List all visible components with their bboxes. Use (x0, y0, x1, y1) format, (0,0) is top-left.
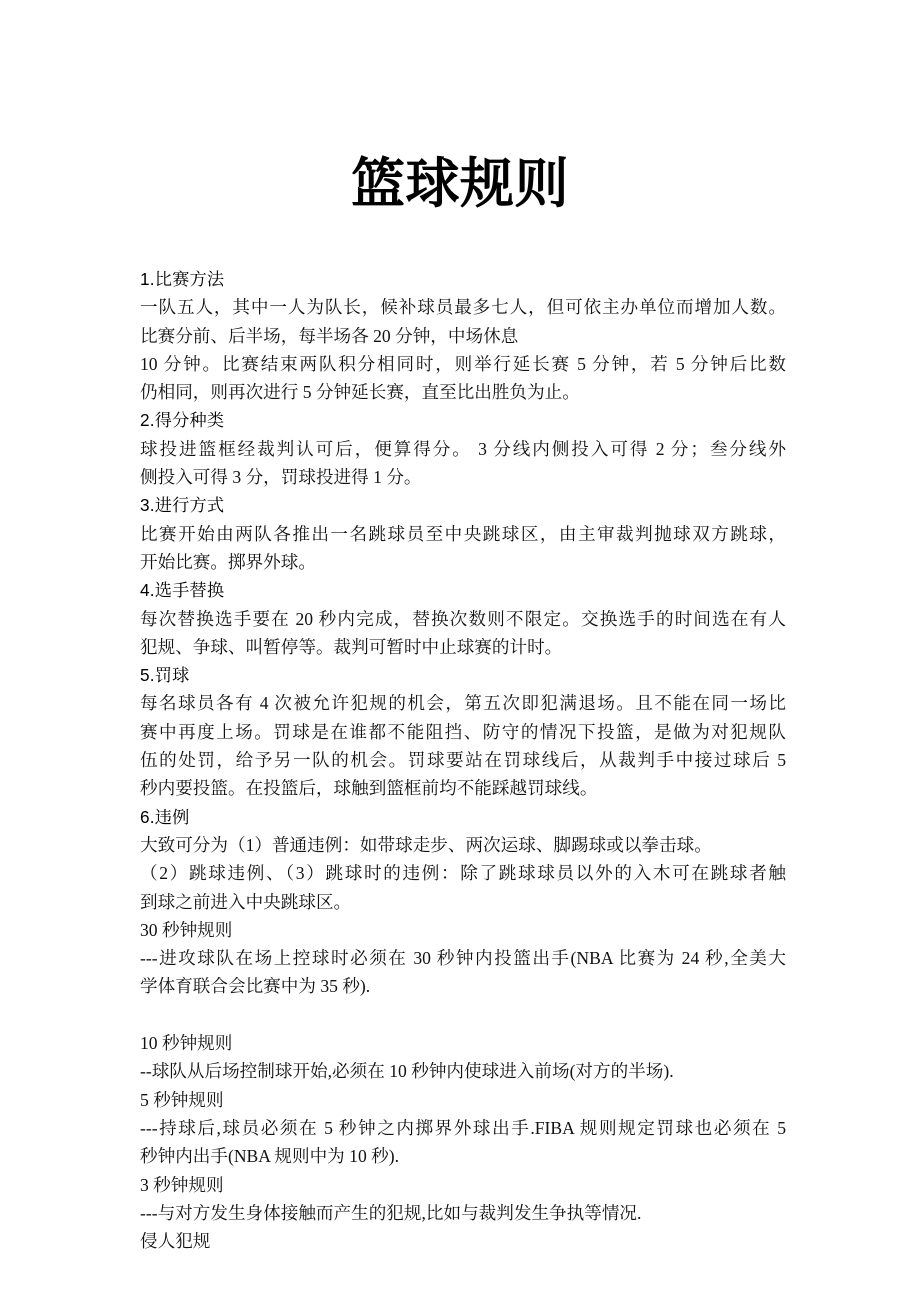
body-line: 侧投入可得 3 分，罚球投进得 1 分。 (140, 467, 422, 488)
body-line: 30 秒钟规则 (140, 919, 233, 940)
body-line: 大致可分为（1）普通违例：如带球走步、两次运球、脚踢球或以拳击球。 (140, 834, 712, 855)
body-line: ---进攻球队在场上控球时必须在 30 秒钟内投篮出手(NBA 比赛为 24 秒,全美大 (140, 948, 786, 969)
body-line: 一队五人，其中一人为队长，候补球员最多七人，但可依主办单位而增加人数。 (140, 297, 786, 318)
body-line: 仍相同，则再次进行 5 分钟延长赛，直至比出胜负为止。 (140, 382, 580, 403)
section-heading: 4.选手替换 (140, 580, 225, 601)
body-line: 球投进篮框经裁判认可后，便算得分。 3 分线内侧投入可得 2 分；叁分线外 (140, 438, 786, 459)
body-line: 侵人犯规 (140, 1231, 211, 1252)
page-title: 篮球规则 (351, 154, 569, 214)
body-line: 学体育联合会比赛中为 35 秒). (140, 976, 371, 997)
body-line: （2）跳球违例、（3）跳球时的违例：除了跳球球员以外的入木可在跳球者触 (140, 863, 786, 884)
section-heading: 3.进行方式 (140, 495, 225, 516)
body-line: 比赛分前、后半场，每半场各 20 分钟，中场休息 (140, 325, 519, 346)
section-heading: 6.违例 (140, 806, 190, 827)
body-line: ---与对方发生身体接触而产生的犯规,比如与裁判发生争执等情况. (140, 1202, 642, 1223)
section-heading: 1.比赛方法 (140, 269, 225, 289)
body-line: 伍的处罚，给予另一队的机会。罚球要站在罚球线后，从裁判手中接过球后 5 (140, 750, 786, 771)
body-line: --球队从后场控制球开始,必须在 10 秒钟内使球进入前场(对方的半场). (140, 1061, 674, 1082)
body-line: 每名球员各有 4 次被允许犯规的机会，第五次即犯满退场。且不能在同一场比 (140, 693, 786, 714)
body-line: 赛中再度上场。罚球是在谁都不能阻挡、防守的情况下投篮，是做为对犯规队 (140, 721, 786, 742)
body-line: 到球之前进入中央跳球区。 (140, 891, 352, 912)
body-line: 秒内要投篮。在投篮后，球触到篮框前均不能踩越罚球线。 (140, 778, 598, 799)
section-heading: 2.得分种类 (140, 410, 225, 431)
body-line: 秒钟内出手(NBA 规则中为 10 秒). (140, 1146, 400, 1167)
body-line: 犯规、争球、叫暂停等。裁判可暂时中止球赛的计时。 (140, 636, 563, 657)
body-line: 每次替换选手要在 20 秒内完成，替换次数则不限定。交换选手的时间选在有人 (140, 608, 786, 629)
body-line: 比赛开始由两队各推出一名跳球员至中央跳球区，由主审裁判抛球双方跳球， (140, 523, 786, 544)
body-line: 5 秒钟规则 (140, 1089, 224, 1110)
body-line: ---持球后,球员必须在 5 秒钟之内掷界外球出手.FIBA 规则规定罚球也必须在 5 (140, 1117, 786, 1138)
body-line: 3 秒钟规则 (140, 1174, 224, 1195)
body-line: 开始比赛。掷界外球。 (140, 551, 316, 572)
section-heading: 5.罚球 (140, 665, 190, 686)
body-line: 10 分钟。比赛结束两队积分相同时，则举行延长赛 5 分钟，若 5 分钟后比数 (140, 353, 786, 374)
blank-line (140, 1001, 786, 1029)
document-body (140, 265, 786, 1255)
body-line: 10 秒钟规则 (140, 1033, 233, 1054)
